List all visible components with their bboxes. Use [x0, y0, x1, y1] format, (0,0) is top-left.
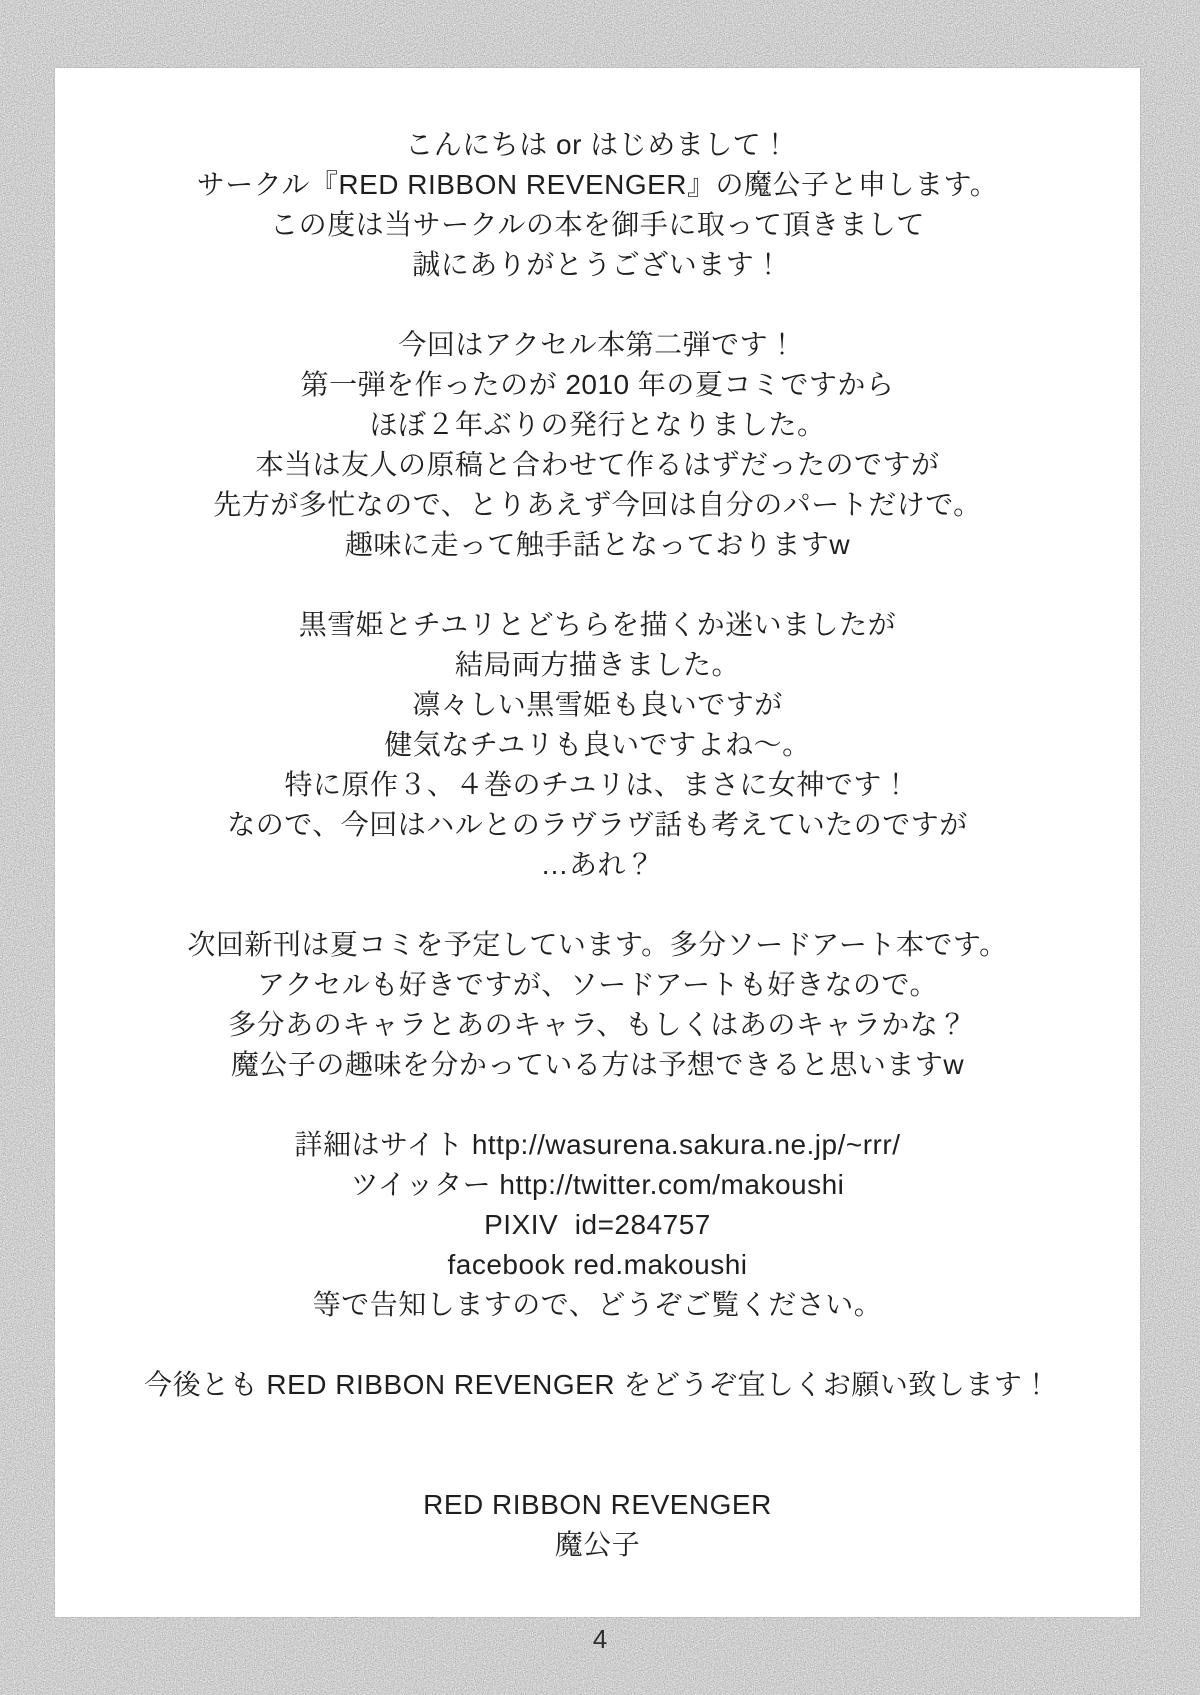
- text-line: ほぼ２年ぶりの発行となりました。: [369, 409, 826, 440]
- text-line: なので、今回はハルとのラヴラヴ話も考えていたのですが: [227, 809, 968, 840]
- text-line: 今後とも RED RIBBON REVENGER をどうぞ宜しくお願い致します！: [144, 1369, 1051, 1400]
- text-line: アクセルも好きですが、ソードアートも好きなので。: [257, 969, 938, 1000]
- text-line: PIXIV id=284757: [484, 1209, 711, 1240]
- paragraph-greeting: [55, 125, 1140, 285]
- text-line: この度は当サークルの本を御手に取って頂きまして: [270, 209, 925, 240]
- text-line: …あれ？: [540, 849, 655, 880]
- text-line: 本当は友人の原稿と合わせて作るはずだったのですが: [255, 449, 940, 480]
- text-line: 結局両方描きました。: [454, 649, 740, 680]
- text-line: 等で告知しますので、どうぞご覧ください。: [312, 1289, 883, 1320]
- page-number: 4: [592, 1624, 608, 1654]
- text-line: facebook red.makoushi: [447, 1249, 748, 1280]
- paragraph-next-release: [55, 925, 1140, 1085]
- text-line: 魔公子: [554, 1529, 641, 1560]
- text-line: 今回はアクセル本第二弾です！: [398, 329, 797, 360]
- paragraph-announcement-links: [55, 1125, 1140, 1325]
- text-line: 第一弾を作ったのが 2010 年の夏コミですから: [300, 369, 895, 400]
- text-line: 詳細はサイト http://wasurena.sakura.ne.jp/~rrr/: [294, 1129, 901, 1160]
- text-line: RED RIBBON REVENGER: [423, 1489, 772, 1520]
- text-line: サークル『RED RIBBON REVENGER』の魔公子と申します。: [196, 169, 999, 200]
- afterword-page: [55, 68, 1140, 1617]
- text-line: 先方が多忙なので、とりあえず今回は自分のパートだけで。: [213, 489, 982, 520]
- paragraph-heroines: [55, 605, 1140, 885]
- text-line: ツイッター http://twitter.com/makoushi: [350, 1169, 845, 1200]
- text-line: 特に原作３、４巻のチユリは、まさに女神です！: [284, 769, 911, 800]
- text-line: 凛々しい黒雪姫も良いですが: [412, 689, 783, 720]
- text-line: 誠にありがとうございます！: [412, 249, 783, 280]
- text-line: 次回新刊は夏コミを予定しています。多分ソードアート本です。: [187, 929, 1008, 960]
- paragraph-closing: [55, 1365, 1140, 1405]
- text-line: 黒雪姫とチユリとどちらを描くか迷いましたが: [298, 609, 897, 640]
- text-line: 健気なチユリも良いですよね～。: [384, 729, 811, 760]
- paragraph-about-this-book: [55, 325, 1140, 565]
- text-line: 魔公子の趣味を分かっている方は予想できると思いますw: [230, 1049, 965, 1080]
- text-line: こんにちは or はじめまして！: [405, 129, 790, 160]
- text-line: 趣味に走って触手話となっておりますw: [344, 529, 851, 560]
- paragraph-signature: [55, 1485, 1140, 1565]
- afterword-text: [55, 125, 1140, 1565]
- text-line: 多分あのキャラとあのキャラ、もしくはあのキャラかな？: [228, 1009, 967, 1040]
